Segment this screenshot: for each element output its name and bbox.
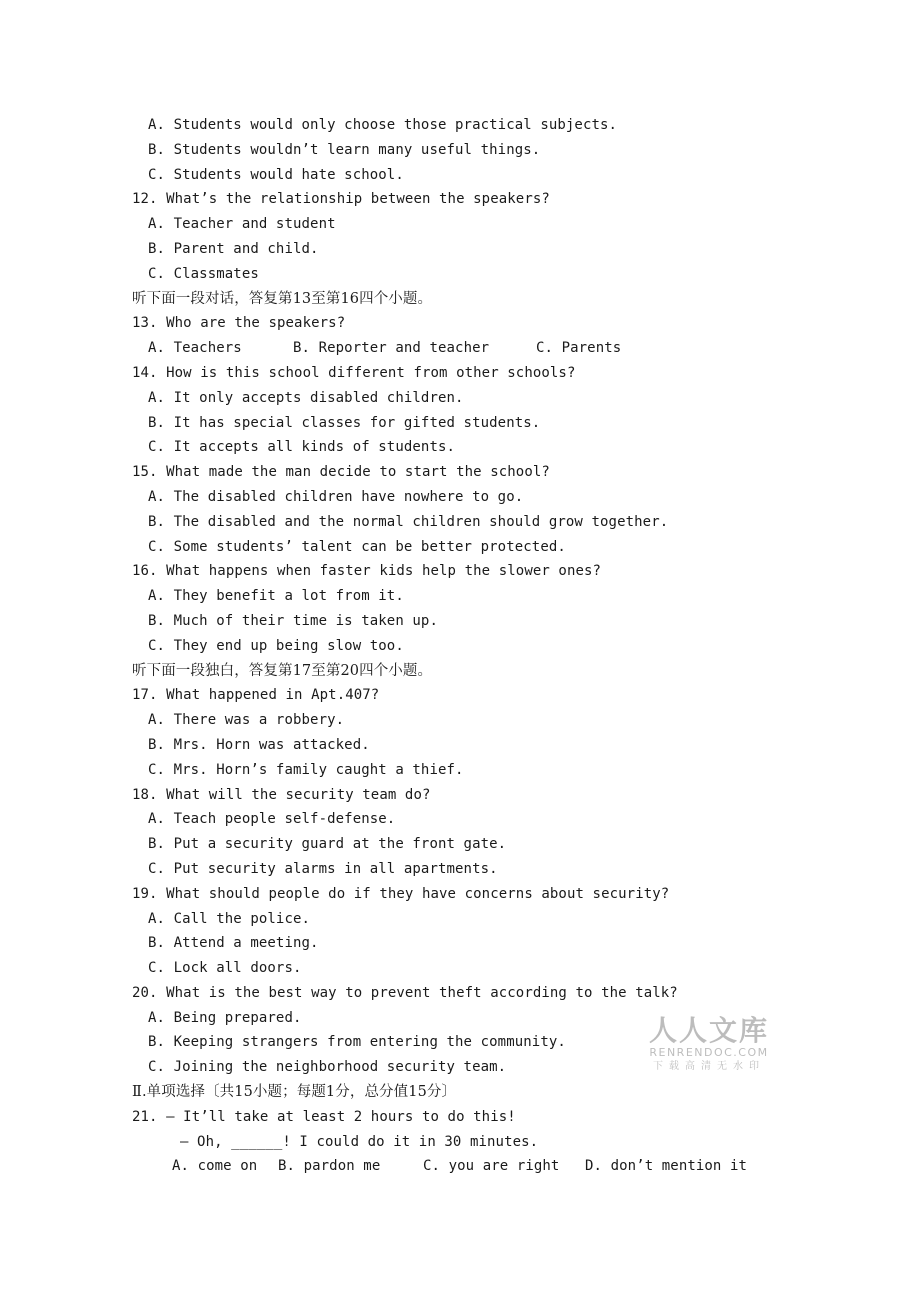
option-line: A. Teacher and student xyxy=(148,216,336,233)
option-line: A. Being prepared. xyxy=(148,1009,302,1026)
watermark-tagline: 下载高清无水印 xyxy=(653,1061,765,1072)
option-line: C. It accepts all kinds of students. xyxy=(148,439,456,456)
option-line: C. Some students’ talent can be better protected. xyxy=(148,538,566,555)
option-line: A. They benefit a lot from it. xyxy=(148,588,404,605)
q21-options xyxy=(0,1154,920,1179)
question-line: 15. What made the man decide to start the school? xyxy=(132,464,550,481)
watermark-logo xyxy=(646,1016,772,1074)
section-header: 听下面一段对话，答复第13至第16四个小题。 xyxy=(132,290,433,307)
q21-option-c: C. you are right xyxy=(423,1158,560,1175)
question-line: 14. How is this school different from other schools? xyxy=(132,364,576,381)
option-line: C. Joining the neighborhood security team. xyxy=(148,1059,507,1076)
option-line: C. Mrs. Horn’s family caught a thief. xyxy=(148,761,464,778)
option-line: B. Put a security guard at the front gate. xyxy=(148,836,507,853)
watermark-title: 人人文库 xyxy=(648,1014,769,1047)
q21-option-b: B. pardon me xyxy=(278,1158,381,1175)
option-line: B. Mrs. Horn was attacked. xyxy=(148,736,370,753)
q13-option-b: B. Reporter and teacher xyxy=(293,340,490,357)
question-line: 17. What happened in Apt.407? xyxy=(132,687,380,704)
question-line: 21. — It’ll take at least 2 hours to do this! xyxy=(132,1108,516,1125)
option-line: B. Students wouldn’t learn many useful things. xyxy=(148,141,541,158)
question-line: 18. What will the security team do? xyxy=(132,786,431,803)
option-line: B. Parent and child. xyxy=(148,240,319,257)
option-line: B. Much of their time is taken up. xyxy=(148,612,438,629)
question-line: 13. Who are the speakers? xyxy=(132,315,346,332)
question-line: 20. What is the best way to prevent theft according to the talk? xyxy=(132,984,678,1001)
q21-option-a: A. come on xyxy=(172,1158,258,1175)
questions-block-top xyxy=(0,113,920,336)
option-line: A. Call the police. xyxy=(148,910,311,927)
option-line: C. Lock all doors. xyxy=(148,960,302,977)
option-line: C. Students would hate school. xyxy=(148,166,404,183)
question-line: 12. What’s the relationship between the speakers? xyxy=(132,191,550,208)
question-line: 16. What happens when faster kids help the slower ones? xyxy=(132,563,602,580)
exam-page xyxy=(0,113,920,1179)
q13-option-a: A. Teachers xyxy=(148,340,242,357)
option-line: C. They end up being slow too. xyxy=(148,637,404,654)
option-line: C. Put security alarms in all apartments. xyxy=(148,860,498,877)
option-line: A. Teach people self-defense. xyxy=(148,811,396,828)
watermark-url: RENRENDOC.COM xyxy=(649,1046,769,1059)
option-line: B. The disabled and the normal children should grow together. xyxy=(148,513,669,530)
q13-options xyxy=(0,336,920,361)
option-line: C. Classmates xyxy=(148,265,259,282)
section-header: Ⅱ.单项选择〔共15小题；每题1分，总分值15分〕 xyxy=(132,1084,457,1101)
section-header: 听下面一段独白，答复第17至第20四个小题。 xyxy=(132,662,433,679)
q21-option-d: D. don’t mention it xyxy=(585,1158,748,1175)
option-line: A. It only accepts disabled children. xyxy=(148,389,464,406)
question-line: 19. What should people do if they have concerns about security? xyxy=(132,885,670,902)
dialogue-line: — Oh, ______! I could do it in 30 minutes. xyxy=(180,1133,539,1150)
option-line: B. Attend a meeting. xyxy=(148,935,319,952)
questions-block-mid xyxy=(0,361,920,1155)
option-line: A. The disabled children have nowhere to go. xyxy=(148,488,524,505)
q13-option-c: C. Parents xyxy=(536,340,622,357)
option-line: B. Keeping strangers from entering the community. xyxy=(148,1034,566,1051)
option-line: B. It has special classes for gifted students. xyxy=(148,414,541,431)
option-line: A. There was a robbery. xyxy=(148,712,345,729)
option-line: A. Students would only choose those practical subjects. xyxy=(148,117,618,133)
